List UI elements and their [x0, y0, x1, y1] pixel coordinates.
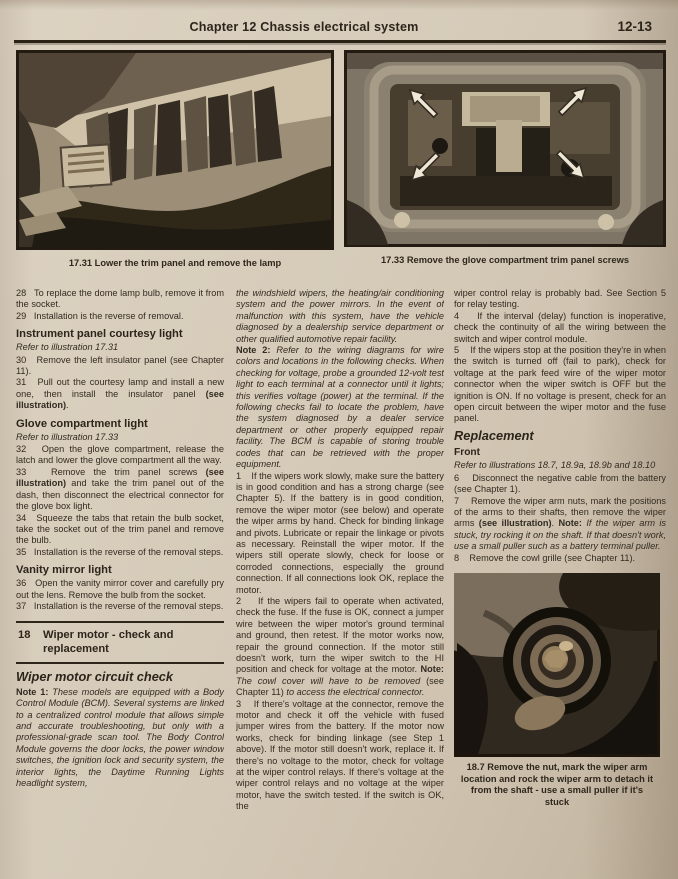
- text-segment: 35 Installation is the reverse of the removal steps.: [16, 546, 224, 557]
- photo-18-7-wiper-arm-nut: [454, 573, 660, 757]
- photo-17-33-glove-compartment: [344, 50, 666, 247]
- text-segment: the windshield wipers, the heating/air conditioning system and the power mirrors. In the event of malfunction with this system, have the vehicle diagnosed by a dealership service department or other qualified automotive repair facility.: [236, 288, 444, 344]
- text-segment: 28 To replace the dome lamp bulb, remove it from the socket.: [16, 288, 224, 310]
- text-segment: 34 Squeeze the tabs that retain the bulb socket, take the socket out of the trim panel and remove the bulb.: [16, 512, 224, 546]
- text-segment: 6 Disconnect the negative cable from the battery (see Chapter 1).: [454, 472, 666, 495]
- chapter-title: Chapter 12 Chassis electrical system: [189, 20, 419, 34]
- body-paragraph: [454, 311, 666, 345]
- text-segment: The cowl cover will have to be removed: [236, 675, 427, 686]
- text-segment: 29 Installation is the reverse of removal.: [16, 310, 184, 321]
- body-paragraph: [16, 377, 224, 411]
- text-segment: .: [551, 518, 559, 529]
- illustration-reference: [16, 342, 224, 353]
- text-segment: .: [66, 400, 69, 411]
- text-segment: Front: [454, 447, 481, 459]
- header-rule: [14, 40, 666, 43]
- body-paragraph: [454, 553, 666, 564]
- text-segment: 4 If the interval (delay) function is inoperative, check the continuity of all the wiring between the switch and wiper control module.: [454, 310, 666, 344]
- text-segment: wiper control relay is probably bad. See Section 5 for relay testing.: [454, 288, 666, 310]
- text-segment: and take the trim panel out of the dash, then disconnect the electrical connector for the glove box light.: [16, 478, 224, 512]
- body-paragraph: [454, 288, 666, 311]
- text-segment: 37 Installation is the reverse of the removal steps.: [16, 600, 224, 611]
- text-segment: (see illustration): [478, 518, 552, 529]
- text-segment: (see Chapter 11): [236, 675, 444, 698]
- text-column-middle: [236, 288, 444, 879]
- body-paragraph: [16, 288, 224, 311]
- text-segment: Refer to illustrations 18.7, 18.9a, 18.9b and 18.10: [454, 460, 656, 471]
- text-segment: 33 Remove the trim panel screws: [16, 466, 206, 477]
- illustration-reference: [454, 460, 666, 471]
- body-paragraph: [16, 687, 224, 790]
- body-paragraph: [16, 311, 224, 322]
- body-paragraph: [236, 288, 444, 345]
- body-paragraph: [236, 596, 444, 699]
- section-number: 18: [18, 629, 31, 642]
- text-segment: Refer to the wiring diagrams for wire colors and locations in the following checks. When checking for voltage, probe a grounded 12-volt test light to each terminal at a connector until it lights; this verifies voltage (power) at the terminal. If the following checks fail to locate the problem, have the system diagnosed by a dealer service department or other properly equipped repair facility. The BCM is capable of storing trouble codes that can be retrieved with the proper equipment.: [236, 345, 444, 470]
- text-segment: 1 If the wipers work slowly, make sure the battery is in good condition and has a strong charge (see Chapter 5). If the battery is in good condition, remove the wiper motor (see below) and operate the wiper arms by hand. Check for binding linkage and pivots. Lubricate or repair the linkage or pivots as necessary. Reinstall the wiper motor. If the wipers still operate slowly, check for loose or corroded connections, especially the ground connection. If all connections look OK, replace the motor.: [236, 470, 444, 595]
- text-segment: 30 Remove the left insulator panel (see Chapter 11).: [16, 354, 224, 377]
- subsection-heading: [16, 328, 224, 341]
- body-paragraph: [454, 496, 666, 553]
- figure-18-7: [454, 573, 660, 808]
- caption-17-31: 17.31 Lower the trim panel and remove the lamp: [68, 258, 282, 268]
- text-segment: (see illustration): [16, 388, 224, 411]
- body-paragraph: [236, 345, 444, 470]
- text-segment: to access the electrical connector.: [286, 687, 425, 698]
- section-title: Wiper motor - check and replacement: [43, 629, 174, 655]
- text-column-left: [16, 288, 224, 879]
- body-paragraph: [16, 578, 224, 601]
- text-segment: 2 If the wipers fail to operate when activated, check the fuse. If the fuse is OK, connect a jumper wire between the wiper motor's ground terminal and ground, then retest. If the motor works now, repair the ground connection. If the motor still doesn't work, turn the wiper switch to the HI position and check for voltage at the motor.: [236, 595, 444, 675]
- subsection-heading: [16, 418, 224, 431]
- text-segment: 8 Remove the cowl grille (see Chapter 11).: [454, 552, 636, 563]
- illustration-reference: [16, 432, 224, 443]
- body-paragraph: [454, 345, 666, 425]
- figure-17-31: [16, 50, 334, 250]
- text-segment: These models are equipped with a Body Control Module (BCM). Several systems are linked to a centralized control module that allows simple and accurate troubleshooting, but only with a professional-grade scan tool. The Body Control Module governs the door locks, the power window switches, the ignition lock and security system, the interior lights, the Daytime Running Lights headlight system,: [16, 686, 224, 789]
- body-paragraph: [454, 473, 666, 496]
- text-segment: Note:: [558, 518, 587, 529]
- body-paragraph: [16, 513, 224, 547]
- text-column-right: [454, 288, 666, 879]
- figure-17-33: [344, 50, 666, 247]
- text-segment: 36 Open the vanity mirror cover and carefully pry out the lens. Remove the bulb from the socket.: [16, 578, 224, 600]
- photo-17-31-trim-panel: [16, 50, 334, 250]
- body-paragraph: [16, 355, 224, 378]
- text-segment: Note 2:: [236, 345, 277, 356]
- text-segment: Note:: [420, 664, 444, 675]
- text-segment: Refer to illustration 17.31: [16, 342, 119, 353]
- text-segment: 31 Pull out the courtesy lamp and install a new one, then install the insulator panel: [16, 377, 224, 399]
- text-segment: Wiper motor circuit check: [16, 669, 174, 685]
- text-segment: Instrument panel courtesy light: [16, 328, 183, 341]
- text-segment: Glove compartment light: [16, 417, 148, 430]
- body-paragraph: [16, 601, 224, 612]
- caption-18-7: 18.7 Remove the nut, mark the wiper arm location and rock the wiper arm to detach it from the shaft - use a small puller if it's stuck: [460, 762, 654, 807]
- text-segment: 7 Remove the wiper arm nuts, mark the positions of the arms to their shafts, then remove the wiper arms: [454, 495, 666, 529]
- text-segment: 5 If the wipers stop at the position they're in when the switch is turned off (fail to park), check for voltage at the park feed wire of the wiper motor connector when the wiper switch is OFF but the ignition is ON. If no voltage is present, check for an open circuit between the wiper motor and the fuse panel.: [454, 345, 666, 424]
- body-paragraph: [16, 467, 224, 513]
- text-segment: 3 If there's voltage at the connector, remove the motor and check it off the vehicle with fused jumper wires from the battery. If the motor now works, check for binding linkage (see Step 1 above). If the motor still doesn't work, replace it. If there's no voltage to the motor, check for voltage at the wiper control relays. If there's voltage at the wiper control relays and no voltage at the wiper motor, have the switch tested. If the switch is OK, the: [236, 698, 444, 812]
- body-paragraph: [236, 699, 444, 813]
- text-segment: 32 Open the glove compartment, release the latch and lower the glove compartment all the way.: [16, 444, 224, 466]
- subsection-heading: [16, 564, 224, 577]
- body-paragraph: [16, 547, 224, 558]
- text-segment: Vanity mirror light: [16, 564, 112, 577]
- caption-17-33: 17.33 Remove the glove compartment trim panel screws: [380, 255, 629, 265]
- sub-subsection-heading: [454, 447, 666, 459]
- body-paragraph: [236, 471, 444, 596]
- body-paragraph: [16, 444, 224, 467]
- text-segment: (see illustration): [16, 466, 224, 489]
- text-segment: Refer to illustration 17.33: [16, 431, 119, 442]
- topic-heading: [454, 429, 666, 444]
- text-segment: Replacement: [454, 427, 534, 443]
- page-number: 12-13: [617, 19, 652, 34]
- text-segment: If the wiper arm is stuck, try rocking it on the shaft. If that doesn't work, use a small puller such as a battery terminal puller.: [454, 518, 666, 552]
- section-heading-box: [16, 621, 224, 664]
- text-segment: Note 1:: [16, 686, 53, 697]
- topic-heading: [16, 670, 224, 685]
